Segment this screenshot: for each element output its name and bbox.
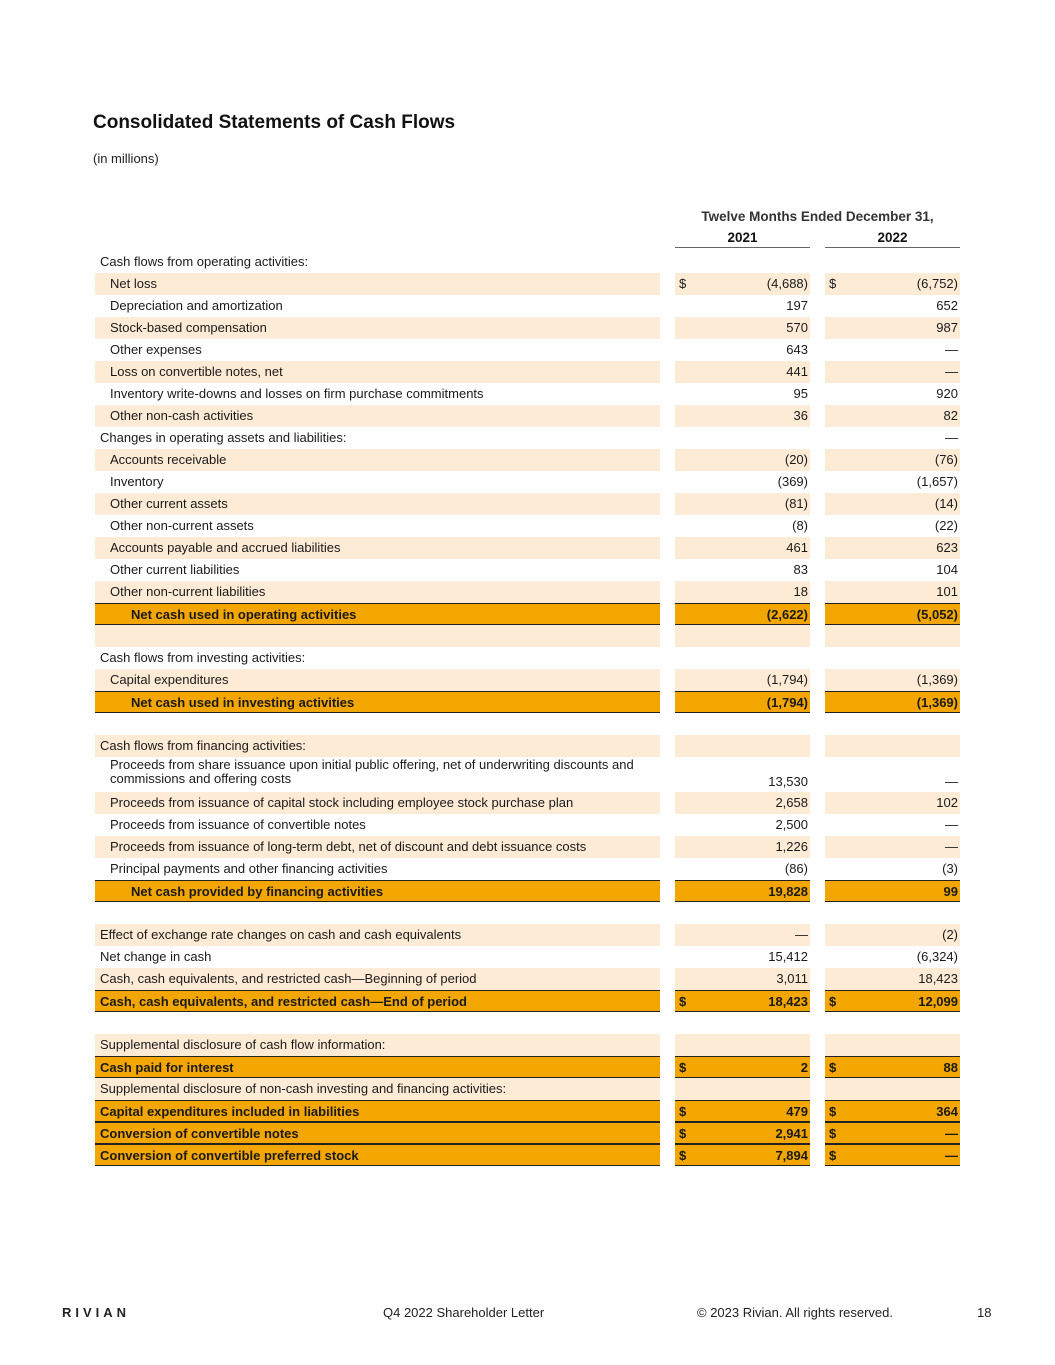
- row-label: Capital expenditures included in liabilities: [95, 1100, 660, 1122]
- copyright-notice: © 2023 Rivian. All rights reserved.: [697, 1305, 894, 1320]
- row-label: Conversion of convertible notes: [95, 1122, 660, 1144]
- value-cell-2022: [825, 537, 960, 559]
- row-label: Other current liabilities: [110, 562, 240, 577]
- row-label: Proceeds from issuance of long-term debt, net of discount and debt issuance costs: [95, 836, 660, 858]
- value-cell-2022: [825, 1100, 960, 1122]
- table-row: [0, 990, 1055, 1012]
- amount: (1,369): [916, 672, 958, 687]
- value-cell-2022: [825, 968, 960, 990]
- amount: 987: [936, 320, 958, 335]
- value-cell-2021: [675, 493, 810, 515]
- table-row: [0, 405, 1055, 427]
- table-row: [0, 427, 1055, 449]
- row-label: Loss on convertible notes, net: [95, 361, 660, 383]
- value-cell-2022: [825, 427, 960, 449]
- value-cell-2021: [675, 1078, 810, 1100]
- blank-cell: [95, 625, 660, 647]
- value-cell-2022: [825, 1078, 960, 1100]
- currency-symbol: $: [829, 1104, 837, 1119]
- currency-symbol: $: [829, 1148, 837, 1163]
- amount: —: [945, 364, 958, 379]
- amount: 18,423: [918, 971, 958, 986]
- amount: (369): [777, 474, 808, 489]
- row-label: Stock-based compensation: [95, 317, 660, 339]
- amount: 102: [936, 795, 958, 810]
- table-row: [0, 735, 1055, 757]
- value-cell-2021: [675, 691, 810, 713]
- value-cell-2021: [675, 1100, 810, 1122]
- amount: (22): [934, 518, 958, 533]
- value-cell-2022: [825, 515, 960, 537]
- row-label: Other expenses: [110, 342, 202, 357]
- page-title: Consolidated Statements of Cash Flows: [93, 112, 456, 133]
- amount: 18: [793, 584, 808, 599]
- value-cell-2022: [825, 273, 960, 295]
- value-cell-2022: [825, 880, 960, 902]
- table-row: [0, 647, 1055, 669]
- year-2021-header: 2021: [675, 230, 810, 248]
- value-cell-2022: [825, 405, 960, 427]
- table-row: [0, 603, 1055, 625]
- value-cell-2021: [675, 669, 810, 691]
- currency-symbol: $: [679, 994, 687, 1009]
- document-name: Q4 2022 Shareholder Letter: [383, 1305, 545, 1320]
- value-cell-2021: [675, 317, 810, 339]
- row-label: Other non-cash activities: [95, 405, 660, 427]
- currency-symbol: $: [679, 276, 687, 291]
- amount: —: [795, 927, 808, 942]
- currency-symbol: $: [679, 1126, 687, 1141]
- value-cell-2021: [675, 836, 810, 858]
- value-cell-2021: [675, 361, 810, 383]
- amount: 364: [936, 1104, 958, 1119]
- row-label: Capital expenditures: [95, 669, 660, 691]
- value-cell-2022: [825, 295, 960, 317]
- value-cell-2022: [825, 317, 960, 339]
- row-label: Supplemental disclosure of non-cash investing and financing activities:: [95, 1078, 660, 1100]
- currency-symbol: $: [829, 1060, 837, 1075]
- amount: 197: [786, 298, 808, 313]
- amount: 101: [936, 584, 958, 599]
- row-label: Depreciation and amortization: [110, 298, 283, 313]
- table-row: [0, 814, 1055, 836]
- row-label: Supplemental disclosure of cash flow information:: [95, 1034, 660, 1056]
- amount: 2: [800, 1060, 808, 1075]
- amount: (1,794): [766, 695, 808, 710]
- value-cell-2021: [675, 449, 810, 471]
- currency-symbol: $: [679, 1104, 687, 1119]
- row-label: Net loss: [95, 273, 660, 295]
- value-cell-2021: [675, 858, 810, 880]
- value-cell-2021: [675, 814, 810, 836]
- value-cell-2022: [825, 361, 960, 383]
- value-cell-2022: [825, 792, 960, 814]
- spacer-row: [0, 625, 1055, 647]
- row-label: Net change in cash: [100, 949, 212, 964]
- table-row: [0, 537, 1055, 559]
- amount: (76): [934, 452, 958, 467]
- currency-symbol: $: [829, 276, 837, 291]
- amount: 13,530: [768, 774, 808, 789]
- amount: 12,099: [918, 994, 958, 1009]
- value-cell-2022: [825, 669, 960, 691]
- value-cell-2021: [675, 1034, 810, 1056]
- table-row: [0, 836, 1055, 858]
- value-cell-2021: [675, 757, 810, 793]
- table-row: [0, 792, 1055, 814]
- amount: —: [945, 1148, 958, 1163]
- units-note: (in millions): [93, 151, 159, 166]
- amount: (6,752): [916, 276, 958, 291]
- table-row: [0, 493, 1055, 515]
- amount: 36: [793, 408, 808, 423]
- amount: 104: [936, 562, 958, 577]
- row-label: Proceeds from issuance of capital stock including employee stock purchase plan: [95, 792, 660, 814]
- value-cell-2021: [675, 471, 810, 493]
- amount: (86): [784, 861, 808, 876]
- amount: (14): [934, 496, 958, 511]
- row-label: Cash flows from operating activities:: [100, 254, 309, 269]
- amount: (2): [942, 927, 958, 942]
- amount: (5,052): [916, 607, 958, 622]
- row-label: Net cash used in operating activities: [95, 603, 660, 625]
- amount: —: [945, 774, 958, 789]
- table-row: [0, 559, 1055, 581]
- amount: —: [945, 430, 958, 445]
- row-label: Accounts payable and accrued liabilities: [95, 537, 660, 559]
- value-cell-2022: [825, 924, 960, 946]
- row-label: Principal payments and other financing activities: [110, 861, 388, 876]
- value-cell-2022: [825, 449, 960, 471]
- row-label: Effect of exchange rate changes on cash and cash equivalents: [95, 924, 660, 946]
- row-label: Net cash provided by financing activities: [95, 880, 660, 902]
- row-label: Conversion of convertible preferred stock: [95, 1144, 660, 1166]
- value-cell-2021: [675, 405, 810, 427]
- amount: (6,324): [916, 949, 958, 964]
- table-row: [0, 581, 1055, 603]
- value-cell-2021: [675, 968, 810, 990]
- page-number: 18: [977, 1305, 992, 1320]
- table-row: [0, 1056, 1055, 1078]
- row-label: Cash, cash equivalents, and restricted cash—Beginning of period: [95, 968, 660, 990]
- value-cell-2021: [675, 515, 810, 537]
- blank-cell: [675, 625, 810, 647]
- table-row: [0, 339, 1055, 361]
- amount: 18,423: [768, 994, 808, 1009]
- value-cell-2021: [675, 990, 810, 1012]
- value-cell-2021: [675, 273, 810, 295]
- amount: 83: [793, 562, 808, 577]
- table-row: [0, 1144, 1055, 1166]
- row-label: Cash flows from investing activities:: [100, 650, 306, 665]
- amount: 461: [786, 540, 808, 555]
- value-cell-2021: [675, 581, 810, 603]
- amount: 82: [943, 408, 958, 423]
- value-cell-2022: [825, 814, 960, 836]
- currency-symbol: $: [829, 994, 837, 1009]
- value-cell-2022: [825, 493, 960, 515]
- row-label: Proceeds from issuance of convertible notes: [110, 817, 366, 832]
- table-row: [0, 669, 1055, 691]
- amount: (1,794): [766, 672, 808, 687]
- amount: 15,412: [768, 949, 808, 964]
- table-row: [0, 1034, 1055, 1056]
- blank-cell: [825, 625, 960, 647]
- year-2022-header: 2022: [825, 230, 960, 248]
- value-cell-2021: [675, 792, 810, 814]
- table-row: [0, 273, 1055, 295]
- amount: 623: [936, 540, 958, 555]
- value-cell-2022: [825, 691, 960, 713]
- value-cell-2022: [825, 1056, 960, 1078]
- table-row: [0, 471, 1055, 493]
- value-cell-2021: [675, 603, 810, 625]
- amount: 99: [943, 884, 958, 899]
- amount: (1,369): [916, 695, 958, 710]
- value-cell-2022: [825, 1144, 960, 1166]
- row-label: Inventory write-downs and losses on firm purchase commitments: [110, 386, 484, 401]
- value-cell-2022: [825, 559, 960, 581]
- period-header: Twelve Months Ended December 31,: [701, 209, 934, 224]
- amount: —: [945, 342, 958, 357]
- row-label: Net cash used in investing activities: [95, 691, 660, 713]
- value-cell-2022: [825, 858, 960, 880]
- value-cell-2021: [675, 735, 810, 757]
- table-row: [0, 361, 1055, 383]
- row-label: Accounts receivable: [95, 449, 660, 471]
- value-cell-2022: [825, 471, 960, 493]
- table-row: [0, 295, 1055, 317]
- amount: 19,828: [768, 884, 808, 899]
- currency-symbol: $: [679, 1060, 687, 1075]
- table-row: [0, 924, 1055, 946]
- value-cell-2021: [675, 1056, 810, 1078]
- amount: (4,688): [766, 276, 808, 291]
- row-label: Other current assets: [95, 493, 660, 515]
- amount: 652: [936, 298, 958, 313]
- table-row: [0, 691, 1055, 713]
- table-row: [0, 968, 1055, 990]
- row-label: Other non-current assets: [110, 518, 254, 533]
- amount: (20): [784, 452, 808, 467]
- amount: 1,226: [775, 839, 808, 854]
- table-row: [0, 515, 1055, 537]
- amount: (3): [942, 861, 958, 876]
- table-row: [0, 317, 1055, 339]
- amount: (8): [792, 518, 808, 533]
- row-label: Cash, cash equivalents, and restricted cash—End of period: [95, 990, 660, 1012]
- value-cell-2021: [675, 924, 810, 946]
- row-label: Other non-current liabilities: [95, 581, 660, 603]
- table-row: [0, 251, 1055, 273]
- table-row: [0, 1078, 1055, 1100]
- value-cell-2021: [675, 559, 810, 581]
- amount: 441: [786, 364, 808, 379]
- amount: 643: [786, 342, 808, 357]
- currency-symbol: $: [679, 1148, 687, 1163]
- amount: 2,941: [775, 1126, 808, 1141]
- table-row: [0, 1100, 1055, 1122]
- rivian-logo: RIVIAN: [62, 1305, 131, 1320]
- value-cell-2022: [825, 581, 960, 603]
- amount: 2,500: [775, 817, 808, 832]
- amount: (81): [784, 496, 808, 511]
- value-cell-2021: [675, 295, 810, 317]
- value-cell-2022: [825, 339, 960, 361]
- row-label: Proceeds from share issuance upon initial public offering, net of underwriting discounts and commissions and offering costs: [110, 757, 634, 786]
- table-row: [0, 880, 1055, 902]
- amount: 479: [786, 1104, 808, 1119]
- amount: 570: [786, 320, 808, 335]
- value-cell-2022: [825, 603, 960, 625]
- amount: 95: [793, 386, 808, 401]
- amount: (2,622): [766, 607, 808, 622]
- value-cell-2022: [825, 990, 960, 1012]
- amount: 88: [943, 1060, 958, 1075]
- table-row: [0, 383, 1055, 405]
- value-cell-2022: [825, 383, 960, 405]
- table-row: [0, 1122, 1055, 1144]
- value-cell-2021: [675, 1144, 810, 1166]
- table-row: [0, 858, 1055, 880]
- amount: —: [945, 839, 958, 854]
- table-row: [0, 946, 1055, 968]
- value-cell-2021: [675, 383, 810, 405]
- amount: 3,011: [776, 971, 808, 986]
- value-cell-2021: [675, 339, 810, 361]
- amount: —: [945, 1126, 958, 1141]
- row-label: Cash paid for interest: [95, 1056, 660, 1078]
- value-cell-2022: [825, 1034, 960, 1056]
- amount: (1,657): [916, 474, 958, 489]
- value-cell-2022: [825, 757, 960, 793]
- value-cell-2021: [675, 427, 810, 449]
- value-cell-2022: [825, 735, 960, 757]
- table-row: [0, 757, 1055, 793]
- value-cell-2021: [675, 946, 810, 968]
- row-label: Changes in operating assets and liabilities:: [100, 430, 347, 445]
- amount: 2,658: [775, 795, 808, 810]
- value-cell-2021: [675, 1122, 810, 1144]
- amount: 7,894: [775, 1148, 808, 1163]
- value-cell-2022: [825, 836, 960, 858]
- value-cell-2021: [675, 880, 810, 902]
- table-row: [0, 449, 1055, 471]
- currency-symbol: $: [829, 1126, 837, 1141]
- amount: —: [945, 817, 958, 832]
- row-label: Cash flows from financing activities:: [95, 735, 660, 757]
- value-cell-2022: [825, 946, 960, 968]
- value-cell-2021: [675, 537, 810, 559]
- row-label: Inventory: [110, 474, 164, 489]
- amount: 920: [936, 386, 958, 401]
- value-cell-2022: [825, 1122, 960, 1144]
